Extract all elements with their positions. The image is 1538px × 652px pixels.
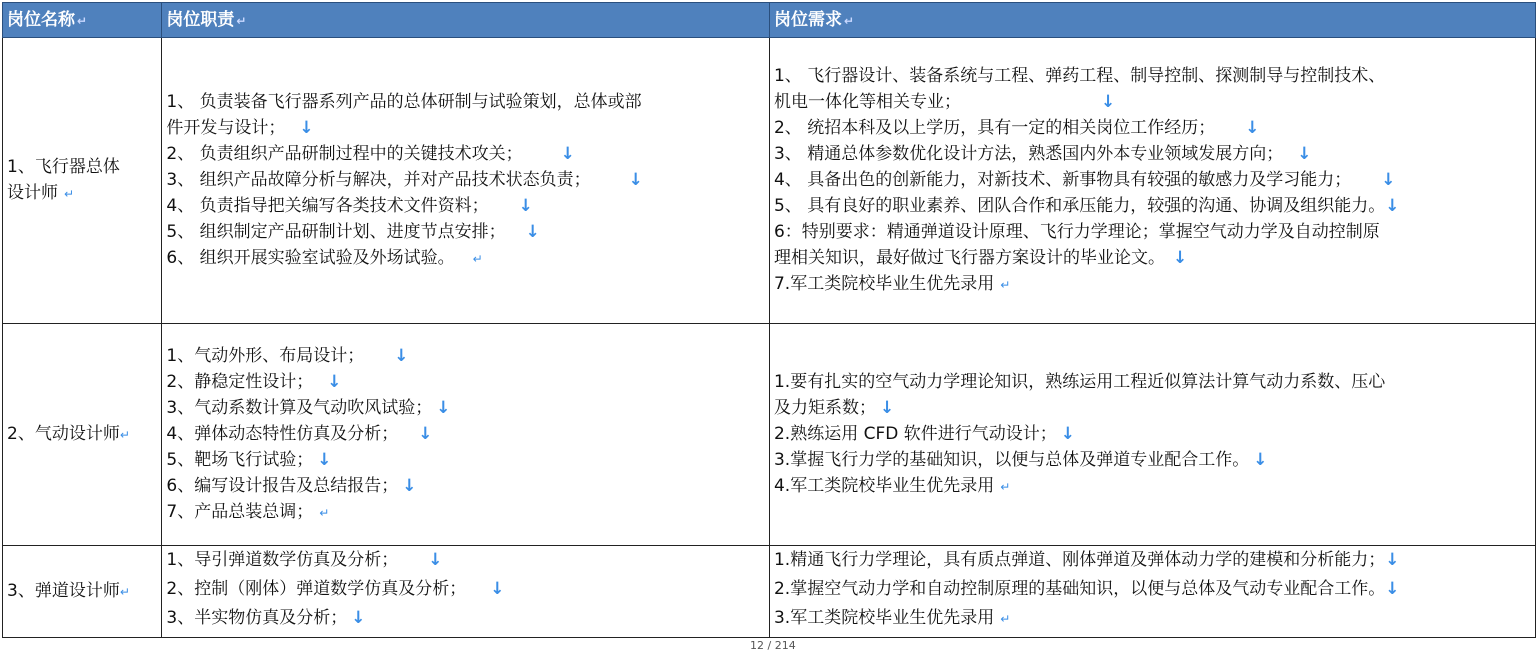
- duty-line: 3、半实物仿真及分析；: [166, 608, 348, 628]
- duty-line: 4、 负责指导把关编写各类技术文件资料；: [166, 196, 489, 216]
- requirement-line: 1.要有扎实的空气动力学理论知识，熟练运用工程近似算法计算气动力系数、压心: [773, 372, 1386, 392]
- duty-line: 2、 负责组织产品研制过程中的关键技术攻关；: [166, 144, 523, 164]
- duty-line: 1、 负责装备飞行器系列产品的总体研制与试验策划，总体或部: [166, 92, 642, 112]
- duty-line: 件开发与设计；: [166, 118, 286, 138]
- duty-line: 7、产品总装总调；: [166, 502, 314, 522]
- duties-cell: 1、气动外形、布局设计； ↓ 2、静稳定性设计； ↓ 3、气动系数计算及气动吹风试验； ↓ 4、弹体动态特性仿真及分析； ↓ 5、靶场飞行试验； ↓ 6、编写设计报告及总结报告； ↓ 7、产品总装总调； ↵: [162, 324, 770, 546]
- requirement-line: 2、 统招本科及以上学历，具有一定的相关岗位工作经历；: [773, 118, 1216, 138]
- requirements-cell: 1.精通飞行力学理论，具有质点弹道、刚体弹道及弹体动力学的建模和分析能力；↓ 2.掌握空气动力学和自动控制原理的基础知识，以便与总体及气动专业配合工作。↓ 3.军工类院校毕业生优先录用 ↵: [769, 546, 1535, 638]
- requirement-line: 1.精通飞行力学理论，具有质点弹道、刚体弹道及弹体动力学的建模和分析能力；: [773, 550, 1386, 570]
- header-label: 岗位名称: [7, 9, 75, 30]
- duty-line: 1、气动外形、布局设计；: [166, 346, 365, 366]
- duty-line: 6、 组织开展实验室试验及外场试验。: [166, 248, 455, 268]
- header-row: [3, 3, 1536, 38]
- requirement-line: 1、 飞行器设计、装备系统与工程、弹药工程、制导控制、探测制导与控制技术、: [773, 66, 1386, 86]
- duty-line: 2、静稳定性设计；: [166, 372, 314, 392]
- header-label: 岗位需求: [773, 9, 842, 30]
- duty-line: 6、编写设计报告及总结报告；: [166, 476, 399, 496]
- requirements-cell: 1.要有扎实的空气动力学理论知识，熟练运用工程近似算法计算气动力系数、压心 及力矩系数； ↓ 2.熟练运用 CFD 软件进行气动设计； ↓ 3.掌握飞行力学的基础知识，以便与总体及弹道专业配合工作。 ↓ 4.军工类院校毕业生优先录用 ↵: [769, 324, 1535, 546]
- header-position-name: 岗位名称 ↵: [3, 3, 162, 38]
- table-row: [3, 38, 1536, 324]
- requirement-line: 5、 具有良好的职业素养、团队合作和承压能力，较强的沟通、协调及组织能力。: [773, 196, 1386, 216]
- duty-line: 4、弹体动态特性仿真及分析；: [166, 424, 399, 444]
- position-name-cell: 2、气动设计师↵: [3, 324, 162, 546]
- duty-line: 3、气动系数计算及气动吹风试验；: [166, 398, 433, 418]
- duties-cell: 1、导引弹道数学仿真及分析； ↓ 2、控制（刚体）弹道数学仿真及分析； ↓ 3、半实物仿真及分析； ↓: [162, 546, 770, 638]
- position-name: 2、气动设计师: [7, 424, 120, 444]
- requirement-line: 理相关知识，最好做过飞行器方案设计的毕业论文。: [773, 248, 1165, 268]
- page-number: 12 / 214: [750, 639, 796, 652]
- position-name-cell: 3、弹道设计师↵: [3, 546, 162, 638]
- requirement-line: 4.军工类院校毕业生优先录用: [773, 476, 995, 496]
- requirement-line: 机电一体化等相关专业；: [773, 92, 961, 112]
- duty-line: 5、 组织制定产品研制计划、进度节点安排；: [166, 222, 506, 242]
- requirement-line: 7.军工类院校毕业生优先录用: [773, 274, 995, 294]
- requirement-line: 3、 精通总体参数优化设计方法，熟悉国内外本专业领域发展方向；: [773, 144, 1284, 164]
- requirement-line: 3.掌握飞行力学的基础知识，以便与总体及弹道专业配合工作。: [773, 450, 1250, 470]
- requirement-line: 3.军工类院校毕业生优先录用: [773, 608, 995, 628]
- table-row: [3, 546, 1536, 638]
- header-label: 岗位职责: [166, 9, 235, 30]
- requirement-line: 2.熟练运用 CFD 软件进行气动设计；: [773, 424, 1057, 444]
- requirements-cell: 1、 飞行器设计、装备系统与工程、弹药工程、制导控制、探测制导与控制技术、 机电一体化等相关专业； ↓ 2、 统招本科及以上学历，具有一定的相关岗位工作经历； ↓ 3、 精通总体参数优化设计方法，熟悉国内外本专业领域发展方向； ↓ 4、 具备出色的创新能力，对新技术、新事物具有较强的敏感力及学习能力； ↓ 5、 具有良好的职业素养、团队合作和承压能力，较强的沟通、协调及组织能力。↓ 6：特别要求：精通弹道设计原理、飞行力学理论；掌握空气动力学及自动控制原 理相关知识，最好做过飞行器方案设计的毕业论文。 ↓ 7.军工类院校毕业生优先录用 ↵: [769, 38, 1535, 324]
- requirement-line: 2.掌握空气动力学和自动控制原理的基础知识，以便与总体及气动专业配合工作。: [773, 579, 1386, 599]
- header-requirements: 岗位需求 ↵: [769, 3, 1535, 38]
- position-name-cell: 1、飞行器总体 设计师 ↵: [3, 38, 162, 324]
- header-duties: 岗位职责 ↵: [162, 3, 770, 38]
- duty-line: 5、靶场飞行试验；: [166, 450, 314, 470]
- requirement-line: 4、 具备出色的创新能力，对新技术、新事物具有较强的敏感力及学习能力；: [773, 170, 1352, 190]
- duty-line: 2、控制（刚体）弹道数学仿真及分析；: [166, 579, 467, 599]
- duty-line: 3、 组织产品故障分析与解决，并对产品技术状态负责；: [166, 170, 591, 190]
- position-name: 3、弹道设计师: [7, 581, 120, 601]
- job-table: [2, 2, 1536, 638]
- duties-cell: 1、 负责装备飞行器系列产品的总体研制与试验策划，总体或部 件开发与设计； ↓ 2、 负责组织产品研制过程中的关键技术攻关； ↓ 3、 组织产品故障分析与解决，并对产品技术状态负责； ↓ 4、 负责指导把关编写各类技术文件资料； ↓ 5、 组织制定产品研制计划、进度节点安排； ↓ 6、 组织开展实验室试验及外场试验。 ↵: [162, 38, 770, 324]
- requirement-line: 6：特别要求：精通弹道设计原理、飞行力学理论；掌握空气动力学及自动控制原: [773, 222, 1380, 242]
- table-row: [3, 324, 1536, 546]
- duty-line: 1、导引弹道数学仿真及分析；: [166, 550, 399, 570]
- requirement-line: 及力矩系数；: [773, 398, 876, 418]
- position-name: 1、飞行器总体: [7, 157, 120, 177]
- position-name: 设计师: [7, 183, 58, 203]
